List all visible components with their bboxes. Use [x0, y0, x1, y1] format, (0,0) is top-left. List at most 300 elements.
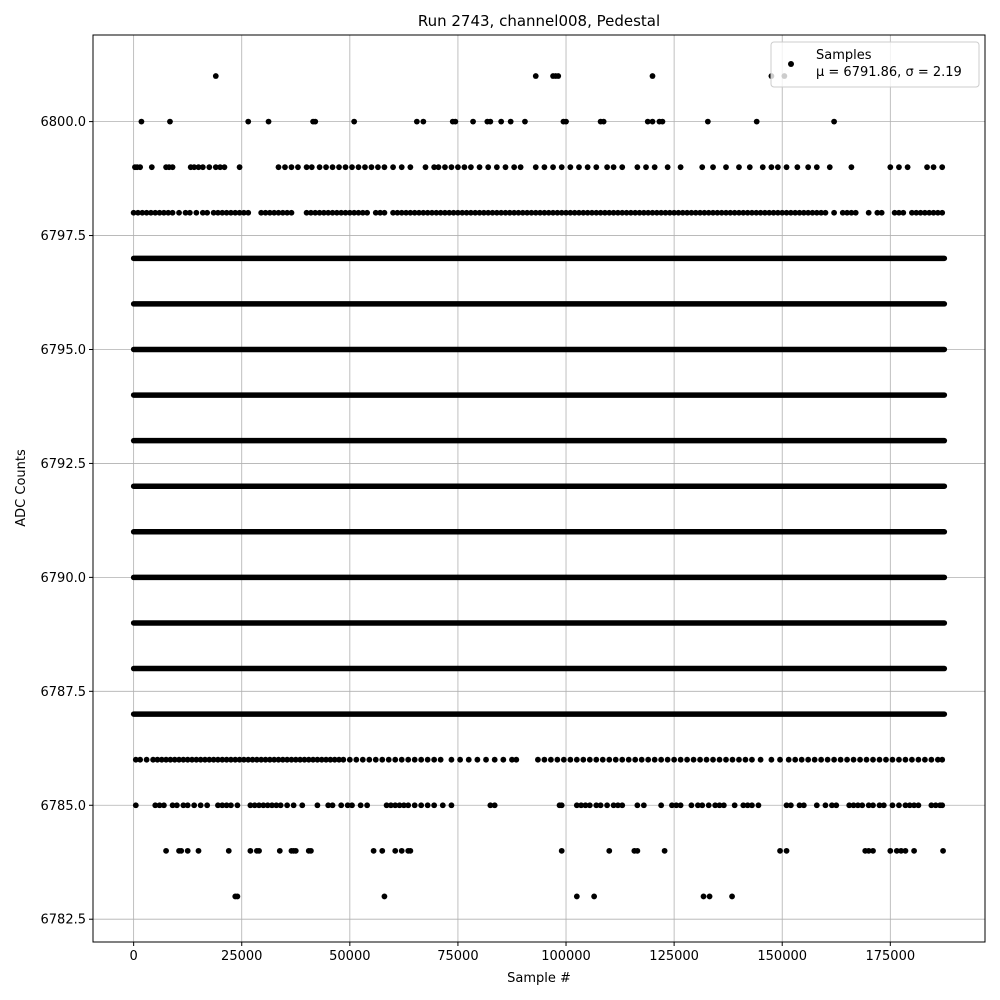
data-point	[619, 164, 625, 170]
data-point	[330, 802, 336, 808]
data-point	[887, 164, 893, 170]
legend-series-label: Samples	[816, 48, 872, 63]
data-point	[606, 848, 612, 854]
data-point	[939, 210, 945, 216]
data-point	[317, 164, 323, 170]
x-axis-label: Sample #	[507, 971, 571, 986]
data-point	[769, 164, 775, 170]
data-point	[362, 164, 368, 170]
data-point	[226, 848, 232, 854]
data-point	[721, 802, 727, 808]
data-point	[323, 164, 329, 170]
data-point	[431, 802, 437, 808]
data-point	[723, 757, 729, 763]
y-tick-label: 6797.5	[40, 229, 86, 245]
data-point	[522, 119, 528, 125]
data-point	[689, 802, 695, 808]
data-point	[707, 894, 713, 900]
data-point	[477, 164, 483, 170]
data-point	[418, 802, 424, 808]
data-point	[887, 848, 893, 854]
data-point	[284, 802, 290, 808]
data-point	[870, 802, 876, 808]
data-point	[931, 164, 937, 170]
data-point	[278, 802, 284, 808]
data-point	[228, 802, 234, 808]
data-point	[831, 757, 837, 763]
data-point	[786, 757, 792, 763]
data-point	[896, 757, 902, 763]
data-point	[193, 210, 199, 216]
data-point	[870, 757, 876, 763]
data-point	[823, 210, 829, 216]
data-point	[704, 757, 710, 763]
data-point	[414, 119, 420, 125]
data-point	[940, 848, 946, 854]
data-point	[149, 164, 155, 170]
data-point	[425, 757, 431, 763]
data-point	[831, 119, 837, 125]
data-point	[191, 802, 197, 808]
data-point	[939, 757, 945, 763]
data-point	[736, 164, 742, 170]
data-point	[706, 802, 712, 808]
y-tick-label: 6792.5	[40, 456, 86, 472]
data-point	[291, 802, 297, 808]
data-point	[358, 802, 364, 808]
data-point	[196, 848, 202, 854]
data-point	[924, 164, 930, 170]
legend-marker	[788, 61, 794, 67]
data-point	[769, 757, 775, 763]
data-point	[440, 802, 446, 808]
data-point	[911, 848, 917, 854]
x-tick-label: 75000	[437, 949, 479, 964]
data-point	[187, 210, 193, 216]
data-point	[794, 164, 800, 170]
data-point	[792, 757, 798, 763]
data-point	[360, 757, 366, 763]
data-point	[896, 802, 902, 808]
data-point	[600, 757, 606, 763]
data-point	[542, 757, 548, 763]
data-point	[204, 210, 210, 216]
data-point	[423, 164, 429, 170]
data-point	[237, 164, 243, 170]
data-point	[161, 802, 167, 808]
data-point	[591, 894, 597, 900]
data-point	[775, 164, 781, 170]
x-tick-label: 125000	[649, 949, 699, 964]
data-point	[838, 757, 844, 763]
data-point	[256, 848, 262, 854]
data-point	[662, 848, 668, 854]
data-point	[805, 164, 811, 170]
data-point	[814, 802, 820, 808]
data-point	[137, 164, 143, 170]
data-point	[652, 164, 658, 170]
data-point	[559, 802, 565, 808]
data-point	[585, 164, 591, 170]
data-point	[185, 848, 191, 854]
data-point	[736, 757, 742, 763]
data-point	[174, 802, 180, 808]
data-point	[928, 757, 934, 763]
data-point	[364, 210, 370, 216]
data-point	[848, 164, 854, 170]
data-point	[235, 802, 241, 808]
data-point	[678, 164, 684, 170]
data-point	[498, 119, 504, 125]
data-point	[235, 894, 241, 900]
data-point	[574, 894, 580, 900]
data-point	[732, 802, 738, 808]
data-point	[533, 164, 539, 170]
data-point	[747, 164, 753, 170]
data-point	[373, 757, 379, 763]
data-point	[639, 757, 645, 763]
data-point	[805, 757, 811, 763]
data-point	[340, 757, 346, 763]
x-tick-label: 100000	[541, 949, 591, 964]
data-point	[470, 119, 476, 125]
data-point	[881, 802, 887, 808]
data-point	[338, 802, 344, 808]
data-point	[167, 119, 173, 125]
data-point	[900, 210, 906, 216]
data-point	[457, 757, 463, 763]
data-point	[643, 164, 649, 170]
data-point	[784, 164, 790, 170]
data-point	[353, 757, 359, 763]
data-point	[710, 164, 716, 170]
x-tick-label: 175000	[865, 949, 916, 964]
data-point	[710, 757, 716, 763]
data-point	[449, 164, 455, 170]
data-point	[903, 757, 909, 763]
data-point	[717, 757, 723, 763]
data-point	[853, 210, 859, 216]
data-point	[587, 757, 593, 763]
data-point	[137, 757, 143, 763]
data-point	[606, 757, 612, 763]
data-point	[436, 164, 442, 170]
data-point	[916, 757, 922, 763]
x-tick-label: 50000	[329, 949, 371, 964]
data-point	[567, 164, 573, 170]
data-point	[812, 757, 818, 763]
data-point	[831, 210, 837, 216]
data-point	[277, 848, 283, 854]
data-point	[309, 164, 315, 170]
data-point	[818, 757, 824, 763]
data-point	[879, 210, 885, 216]
data-point	[650, 73, 656, 79]
data-point	[369, 164, 375, 170]
data-point	[916, 802, 922, 808]
data-point	[626, 757, 632, 763]
data-point	[266, 119, 272, 125]
data-point	[660, 119, 666, 125]
data-point	[864, 757, 870, 763]
data-point	[743, 757, 749, 763]
data-point	[349, 164, 355, 170]
data-point	[492, 802, 498, 808]
data-point	[245, 119, 251, 125]
data-point	[574, 757, 580, 763]
data-point	[844, 757, 850, 763]
data-point	[382, 210, 388, 216]
data-point	[756, 802, 762, 808]
data-point	[866, 210, 872, 216]
data-point	[407, 848, 413, 854]
data-point	[330, 164, 336, 170]
data-point	[503, 164, 509, 170]
data-point	[555, 73, 561, 79]
data-point	[877, 757, 883, 763]
data-point	[559, 848, 565, 854]
data-point	[587, 802, 593, 808]
data-point	[699, 164, 705, 170]
data-point	[494, 164, 500, 170]
data-point	[788, 802, 794, 808]
data-point	[483, 757, 489, 763]
data-point	[442, 164, 448, 170]
data-point	[777, 848, 783, 854]
data-point	[282, 164, 288, 170]
data-point	[671, 757, 677, 763]
data-point	[299, 802, 305, 808]
data-point	[729, 894, 735, 900]
data-point	[399, 848, 405, 854]
data-point	[699, 802, 705, 808]
data-point	[634, 848, 640, 854]
data-point	[511, 164, 517, 170]
ticks-layer	[41, 115, 916, 964]
data-point	[580, 757, 586, 763]
x-tick-label: 150000	[757, 949, 808, 964]
data-point	[601, 119, 607, 125]
data-point	[634, 802, 640, 808]
data-point	[390, 164, 396, 170]
data-point	[293, 848, 299, 854]
data-point	[308, 848, 314, 854]
data-point	[468, 164, 474, 170]
data-point	[206, 164, 212, 170]
data-point	[343, 164, 349, 170]
data-point	[611, 164, 617, 170]
data-point	[420, 119, 426, 125]
data-point	[905, 164, 911, 170]
y-tick-label: 6787.5	[40, 684, 86, 700]
data-point	[289, 210, 295, 216]
data-point	[870, 848, 876, 854]
data-point	[133, 802, 139, 808]
data-point	[418, 757, 424, 763]
data-point	[500, 757, 506, 763]
data-point	[658, 757, 664, 763]
data-point	[665, 164, 671, 170]
data-point	[336, 164, 342, 170]
x-tick-label: 0	[129, 949, 138, 964]
data-point	[405, 757, 411, 763]
data-point	[139, 119, 145, 125]
data-point	[382, 164, 388, 170]
data-point	[823, 802, 829, 808]
data-point	[883, 757, 889, 763]
data-point	[412, 757, 418, 763]
data-point	[814, 164, 820, 170]
legend	[771, 42, 979, 87]
data-point	[730, 757, 736, 763]
data-point	[349, 802, 355, 808]
data-point	[749, 802, 755, 808]
data-point	[777, 757, 783, 763]
y-tick-label: 6782.5	[40, 912, 86, 928]
data-point	[598, 802, 604, 808]
data-point	[576, 164, 582, 170]
data-point	[678, 757, 684, 763]
data-point	[593, 164, 599, 170]
data-point	[604, 164, 610, 170]
data-point	[604, 802, 610, 808]
data-point	[452, 119, 458, 125]
data-point	[245, 210, 251, 216]
x-tick-label: 25000	[221, 949, 263, 964]
data-point	[896, 164, 902, 170]
data-point	[449, 757, 455, 763]
data-point	[801, 802, 807, 808]
data-point	[645, 757, 651, 763]
data-point	[178, 848, 184, 854]
data-point	[222, 164, 228, 170]
y-tick-label: 6790.0	[40, 570, 86, 586]
data-point	[548, 757, 554, 763]
data-point	[890, 757, 896, 763]
data-point	[567, 757, 573, 763]
data-point	[382, 894, 388, 900]
data-point	[351, 119, 357, 125]
data-point	[170, 210, 176, 216]
data-point	[922, 757, 928, 763]
data-point	[939, 164, 945, 170]
data-point	[723, 164, 729, 170]
data-point	[185, 802, 191, 808]
data-point	[550, 164, 556, 170]
data-point	[554, 757, 560, 763]
data-point	[407, 164, 413, 170]
data-point	[386, 757, 392, 763]
data-point	[535, 757, 541, 763]
data-point	[163, 848, 169, 854]
data-point	[561, 757, 567, 763]
data-point	[650, 119, 656, 125]
data-point	[487, 119, 493, 125]
legend-stats-label: μ = 6791.86, σ = 2.19	[816, 65, 962, 80]
data-point	[593, 757, 599, 763]
data-point	[563, 119, 569, 125]
data-point	[431, 757, 437, 763]
data-point	[379, 757, 385, 763]
data-point	[204, 802, 210, 808]
data-point	[825, 757, 831, 763]
data-point	[559, 164, 565, 170]
data-point	[315, 802, 321, 808]
data-point	[399, 164, 405, 170]
data-point	[760, 164, 766, 170]
data-point	[890, 802, 896, 808]
y-tick-label: 6795.0	[40, 342, 86, 358]
data-point	[438, 757, 444, 763]
data-point	[379, 848, 385, 854]
data-point	[455, 164, 461, 170]
data-point	[247, 848, 253, 854]
chart-title: Run 2743, channel008, Pedestal	[417, 12, 661, 30]
data-point	[678, 802, 684, 808]
y-axis-label: ADC Counts	[14, 449, 29, 527]
data-point	[939, 802, 945, 808]
data-point	[371, 848, 377, 854]
data-point	[691, 757, 697, 763]
data-point	[754, 119, 760, 125]
data-point	[909, 757, 915, 763]
data-point	[176, 210, 182, 216]
data-point	[492, 757, 498, 763]
data-point	[485, 164, 491, 170]
data-point	[508, 119, 514, 125]
data-point	[799, 757, 805, 763]
data-point	[366, 757, 372, 763]
data-point	[412, 802, 418, 808]
data-point	[665, 757, 671, 763]
data-point	[289, 164, 295, 170]
data-point	[200, 164, 206, 170]
data-point	[375, 164, 381, 170]
data-point	[697, 757, 703, 763]
data-point	[851, 757, 857, 763]
data-point	[392, 848, 398, 854]
data-point	[144, 757, 150, 763]
data-point	[198, 802, 204, 808]
data-point	[701, 894, 707, 900]
data-point	[449, 802, 455, 808]
data-point	[542, 164, 548, 170]
data-point	[356, 164, 362, 170]
data-point	[312, 119, 318, 125]
data-point	[466, 757, 472, 763]
data-point	[533, 73, 539, 79]
data-point	[684, 757, 690, 763]
data-point	[405, 802, 411, 808]
data-point	[619, 757, 625, 763]
data-point	[859, 802, 865, 808]
data-point	[632, 757, 638, 763]
data-point	[749, 757, 755, 763]
data-point	[295, 164, 301, 170]
data-point	[213, 73, 219, 79]
data-point	[613, 757, 619, 763]
data-point	[903, 848, 909, 854]
data-point	[641, 802, 647, 808]
data-point	[304, 164, 310, 170]
data-point	[518, 164, 524, 170]
data-point	[347, 757, 353, 763]
data-point	[462, 164, 468, 170]
data-point	[364, 802, 370, 808]
data-point	[392, 757, 398, 763]
data-point	[833, 802, 839, 808]
data-point	[634, 164, 640, 170]
